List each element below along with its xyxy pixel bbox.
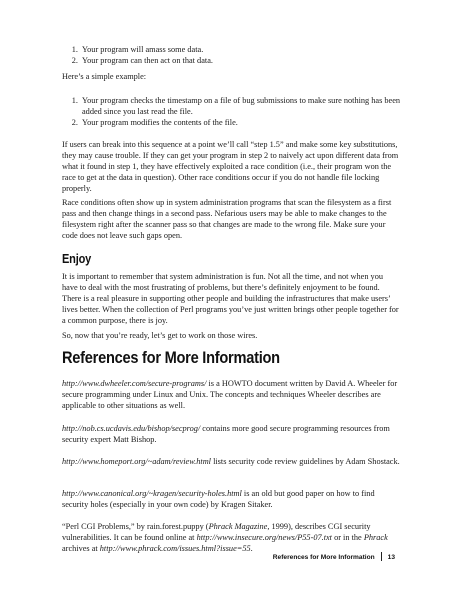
list-item: 1. Your program checks the timestamp on a file of bug submissions to make sure nothing has been added since you last read the file. bbox=[80, 95, 418, 117]
reference-sitaker bbox=[62, 488, 400, 510]
reference-wheeler bbox=[62, 378, 400, 411]
reference-text: archives at bbox=[62, 544, 100, 553]
paragraph-enjoy: It is important to remember that system administration is fun. Not all the time, and not when you have to deal with the most frustrating of problems, but there’s definitely enjoyment to be found. There is a real pleasure in supporting other people and building the infrastructures that make users’ lives better. When the collection of Perl programs you’ve just written brings other people together for a common purpose, there is joy. bbox=[62, 272, 399, 325]
reference-text: contains more good secure programming resources from security expert Matt Bishop. bbox=[62, 424, 390, 444]
footer-divider bbox=[381, 552, 382, 561]
reference-text: lists security code review guidelines by Adam Shostack. bbox=[211, 457, 400, 466]
reference-text: or in the bbox=[332, 533, 364, 542]
reference-link[interactable]: http://www.dwheeler.com/secure-programs/ bbox=[62, 379, 207, 388]
example-intro: Here’s a simple example: bbox=[62, 72, 147, 81]
reference-link[interactable]: http://www.canonical.org/~kragen/security-holes.html bbox=[62, 489, 242, 498]
reference-link[interactable]: http://www.homeport.org/~adam/review.html bbox=[62, 457, 211, 466]
reference-link[interactable]: http://www.insecure.org/news/P55-07.txt bbox=[196, 533, 332, 542]
magazine-title: Phrack bbox=[363, 533, 388, 542]
list-item: 1. Your program will amass some data. bbox=[80, 44, 418, 55]
reference-text: . bbox=[250, 544, 253, 553]
reference-link[interactable]: http://nob.cs.ucdavis.edu/bishop/secprog/ bbox=[62, 424, 201, 433]
reference-phrack bbox=[62, 521, 400, 554]
reference-link[interactable]: http://www.phrack.com/issues.html?issue=55 bbox=[99, 544, 251, 553]
paragraph-race-conditions: If users can break into this sequence at a point we’ll call “step 1.5” and make some key substitutions, they may cause trouble. If they can get your program in step 2 to naively act upon different data from what it found in step 1, they have effectively exploited a race condition (i.e., their program won the race to get at the data in question). Other race conditions occur if you do not handle file locking properly. bbox=[62, 140, 399, 193]
list-item: 2. Your program modifies the contents of the file. bbox=[80, 117, 418, 128]
footer-section-title: References for More Information bbox=[272, 554, 375, 561]
numbered-list-example bbox=[62, 95, 418, 128]
magazine-title: Phrack Magazine bbox=[208, 522, 268, 531]
reference-text: is a HOWTO document written by David A. Wheeler for secure programming under Linux and Unix. The concepts and techniques Wheeler describes are applicable to other situations as well. bbox=[62, 379, 398, 410]
reference-text: , 1999), describes CGI security vulnerabilities. It can be found online at bbox=[62, 522, 371, 542]
page-footer bbox=[273, 552, 395, 563]
page-number: 13 bbox=[387, 554, 395, 561]
section-heading-references: References for More Information bbox=[62, 348, 280, 367]
reference-bishop bbox=[62, 423, 400, 445]
paragraph-ready: So, now that you’re ready, let’s get to work on those wires. bbox=[62, 331, 258, 340]
list-item: 2. Your program can then act on that data. bbox=[80, 55, 418, 66]
reference-text: is an old but good paper on how to find security holes (especially in your own code) by Kragen Sitaker. bbox=[62, 489, 375, 509]
section-heading-enjoy: Enjoy bbox=[62, 252, 92, 266]
numbered-list-top bbox=[62, 44, 418, 66]
reference-shostack bbox=[62, 456, 400, 467]
reference-text: “Perl CGI Problems,” by rain.forest.puppy ( bbox=[62, 522, 209, 531]
paragraph-race-filesystem: Race conditions often show up in system administration programs that scan the filesystem as a first pass and then change things in a second pass. Nefarious users may be able to make changes to the filesystem right after the scanner pass so that changes are made to the wrong file. Make sure your code does not leave such gaps open. bbox=[62, 198, 392, 240]
